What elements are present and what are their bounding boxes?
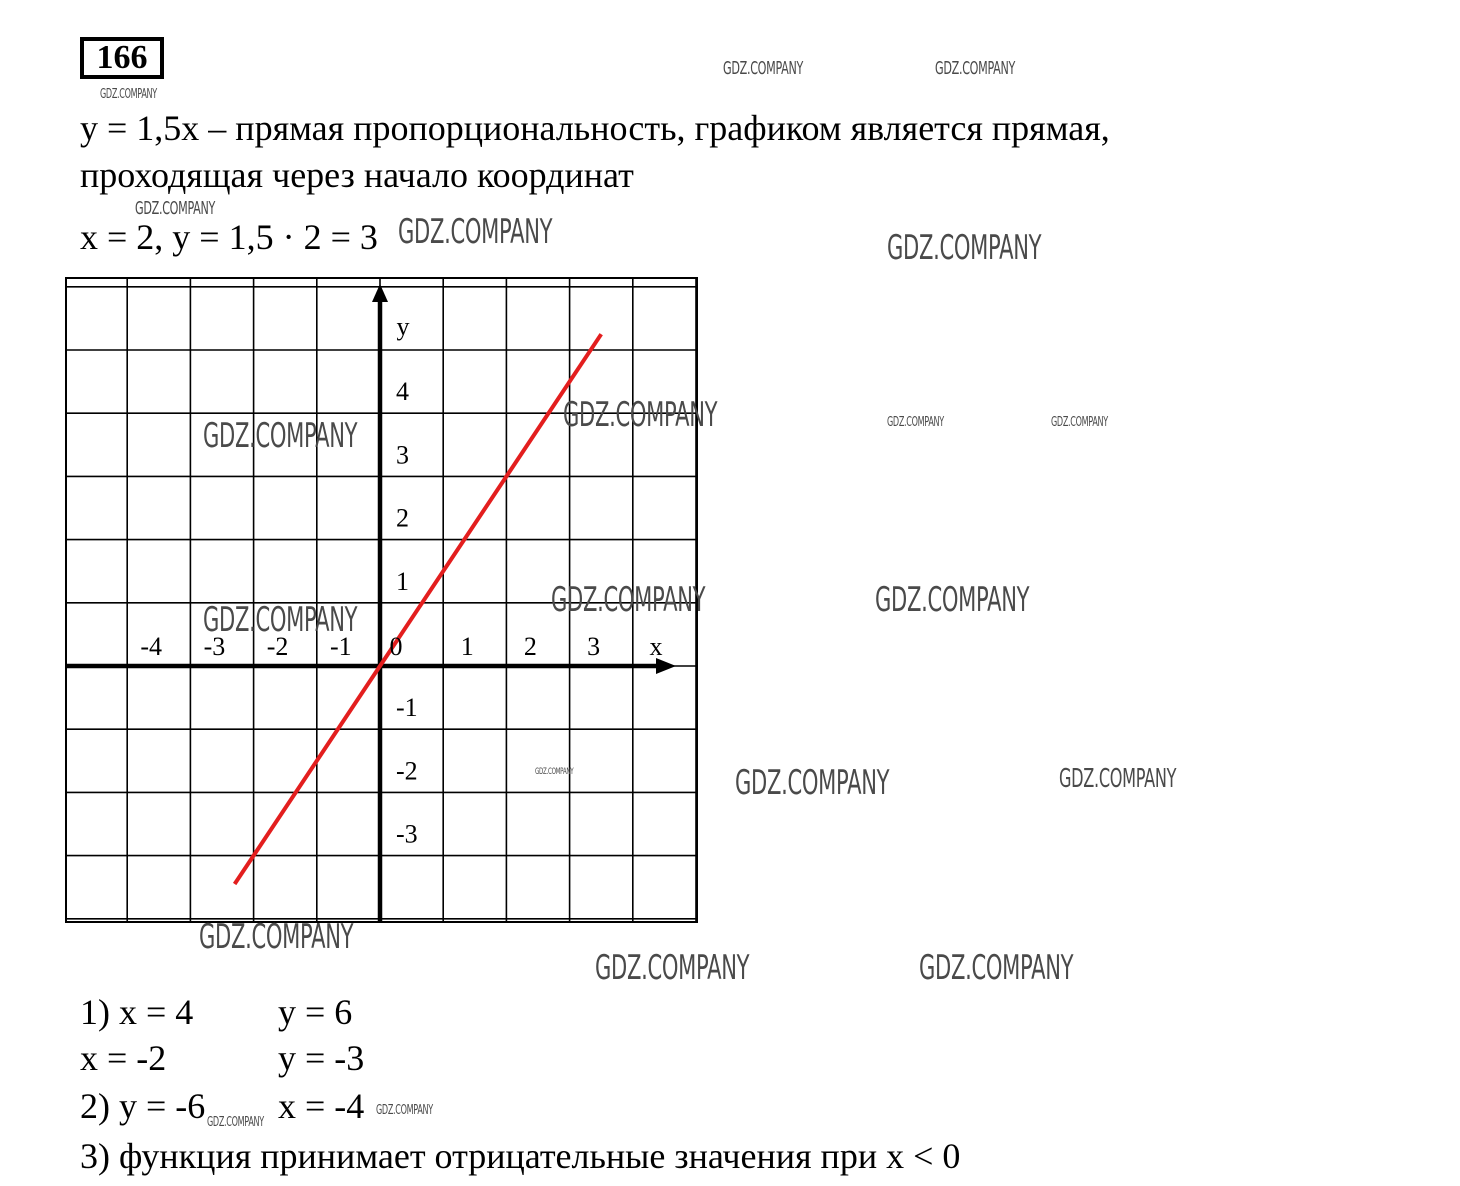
answer-3-right: x = -4 bbox=[278, 1086, 365, 1126]
answer-1-right: y = 6 bbox=[278, 992, 353, 1032]
task-number: 166 bbox=[80, 37, 164, 79]
x-tick-label: 0 bbox=[389, 632, 403, 661]
watermark: GDZ.COMPANY bbox=[551, 580, 706, 620]
watermark: GDZ.COMPANY bbox=[723, 58, 804, 79]
watermark: GDZ.COMPANY bbox=[919, 948, 1074, 988]
answer-4: 3) функция принимает отрицательные значения при x < 0 bbox=[80, 1136, 961, 1176]
watermark: GDZ.COMPANY bbox=[203, 416, 358, 456]
watermark: GDZ.COMPANY bbox=[207, 1115, 264, 1130]
watermark: GDZ.COMPANY bbox=[935, 58, 1016, 79]
y-tick-label: 3 bbox=[396, 440, 409, 470]
x-tick-label: -3 bbox=[203, 632, 226, 661]
x-axis-label: x bbox=[649, 632, 663, 661]
watermark: GDZ.COMPANY bbox=[887, 415, 944, 430]
text-line-1: y = 1,5x – прямая пропорциональность, графиком является прямая, bbox=[80, 108, 1110, 148]
y-tick-label: 4 bbox=[396, 377, 409, 407]
watermark: GDZ.COMPANY bbox=[1051, 415, 1108, 430]
answer-3-left: 2) y = -6 bbox=[80, 1086, 206, 1126]
x-tick-label: 1 bbox=[460, 632, 474, 661]
y-tick-label: -2 bbox=[396, 756, 418, 786]
x-tick-label: -2 bbox=[266, 632, 289, 661]
x-tick-label: -4 bbox=[140, 632, 163, 661]
x-tick-label: -1 bbox=[329, 632, 352, 661]
answer-1-left: 1) x = 4 bbox=[80, 992, 194, 1032]
y-tick-label: -1 bbox=[396, 693, 418, 723]
watermark: GDZ.COMPANY bbox=[735, 763, 890, 803]
watermark: GDZ.COMPANY bbox=[1059, 764, 1177, 794]
x-tick-label: 3 bbox=[587, 632, 601, 661]
y-tick-label: 1 bbox=[396, 566, 409, 596]
watermark: GDZ.COMPANY bbox=[563, 395, 718, 435]
watermark: GDZ.COMPANY bbox=[887, 228, 1042, 268]
watermark: GDZ.COMPANY bbox=[875, 580, 1030, 620]
text-line-2: проходящая через начало координат bbox=[80, 155, 634, 195]
watermark: GDZ.COMPANY bbox=[100, 87, 157, 102]
watermark: GDZ.COMPANY bbox=[535, 767, 574, 777]
y-tick-label: 2 bbox=[396, 503, 409, 533]
watermark: GDZ.COMPANY bbox=[203, 600, 358, 640]
y-tick-label: -3 bbox=[396, 819, 418, 849]
x-tick-label: 2 bbox=[523, 632, 537, 661]
answer-2-left: x = -2 bbox=[80, 1038, 167, 1078]
watermark: GDZ.COMPANY bbox=[199, 917, 354, 957]
watermark: GDZ.COMPANY bbox=[376, 1103, 433, 1118]
watermark: GDZ.COMPANY bbox=[398, 212, 553, 252]
watermark: GDZ.COMPANY bbox=[595, 948, 750, 988]
y-axis-label: y bbox=[396, 312, 410, 341]
text-line-3: x = 2, y = 1,5 · 2 = 3 bbox=[80, 217, 378, 257]
answer-2-right: y = -3 bbox=[278, 1038, 365, 1078]
watermark: GDZ.COMPANY bbox=[135, 198, 216, 219]
